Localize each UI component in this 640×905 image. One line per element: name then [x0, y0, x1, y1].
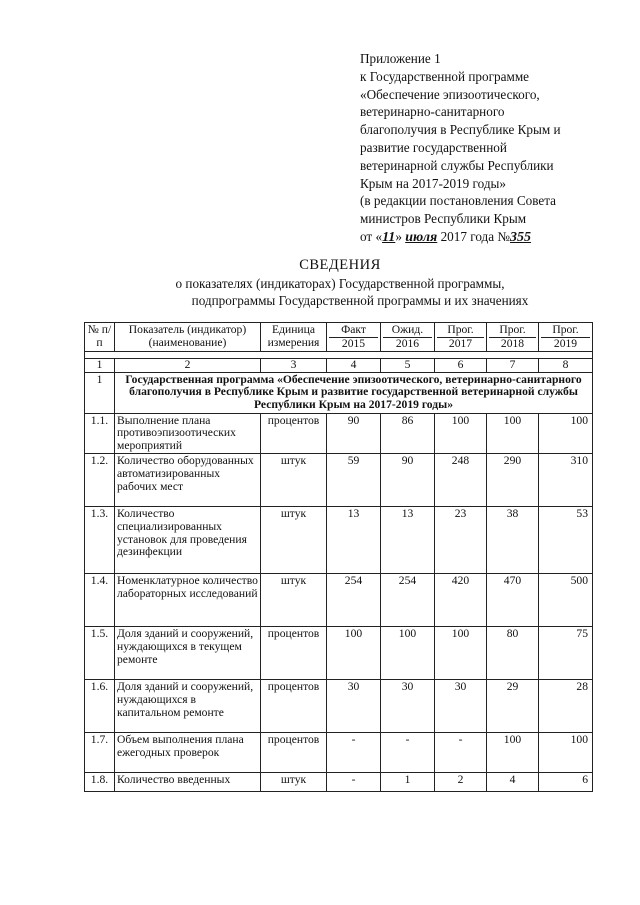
row-indicator-name: Номенклатурное количество лабораторных исследований	[115, 574, 261, 627]
header-label: Ожид.	[391, 323, 424, 336]
table-row	[85, 627, 593, 680]
spacer-row	[85, 352, 593, 359]
row-value-2018: 100	[487, 733, 539, 773]
row-value-2017: 100	[435, 627, 487, 680]
row-value-2017: 248	[435, 454, 487, 507]
row-num: 1.7.	[85, 733, 115, 773]
table-row	[85, 454, 593, 507]
row-unit: штук	[261, 507, 327, 574]
annex-block	[360, 50, 620, 247]
row-value-2017: 2	[435, 773, 487, 792]
index-cell: 3	[261, 359, 327, 373]
row-value-2015: 59	[327, 454, 381, 507]
index-cell: 1	[85, 359, 115, 373]
row-value-2017: -	[435, 733, 487, 773]
row-num: 1.2.	[85, 454, 115, 507]
row-value-2016: 1	[381, 773, 435, 792]
table-row	[85, 680, 593, 733]
row-indicator-name: Доля зданий и сооружений, нуждающихся в капитальном ремонте	[115, 680, 261, 733]
row-value-2016: 100	[381, 627, 435, 680]
header-label: Прог.	[447, 323, 474, 336]
table-row	[85, 507, 593, 574]
doc-number-handwritten: 355	[509, 229, 531, 245]
table-row	[85, 733, 593, 773]
header-year-1	[327, 323, 381, 352]
row-value-2016: 30	[381, 680, 435, 733]
annex-line: министров Республики Крым	[360, 211, 527, 227]
row-num: 1.5.	[85, 627, 115, 680]
header-year: 2019	[541, 337, 590, 351]
row-unit: штук	[261, 773, 327, 792]
row-value-2019: 28	[539, 680, 593, 733]
header-year-5	[539, 323, 593, 352]
indicators-table	[84, 322, 593, 792]
index-cell: 6	[435, 359, 487, 373]
row-value-2019: 75	[539, 627, 593, 680]
annex-date-line	[360, 228, 620, 247]
date-month-handwritten: июля	[405, 229, 438, 245]
row-num: 1.1.	[85, 413, 115, 454]
program-row	[85, 372, 593, 413]
row-unit: процентов	[261, 627, 327, 680]
row-value-2016: 13	[381, 507, 435, 574]
row-unit: процентов	[261, 680, 327, 733]
row-unit: штук	[261, 574, 327, 627]
index-cell: 8	[539, 359, 593, 373]
date-mid: »	[395, 228, 406, 244]
row-value-2016: 86	[381, 413, 435, 454]
date-year: 2017 года №	[437, 228, 510, 244]
row-value-2018: 290	[487, 454, 539, 507]
row-value-2019: 310	[539, 454, 593, 507]
row-value-2018: 100	[487, 413, 539, 454]
row-value-2016: 90	[381, 454, 435, 507]
row-indicator-name: Количество введенных	[115, 773, 261, 792]
row-value-2019: 100	[539, 733, 593, 773]
date-prefix: от «	[360, 228, 383, 244]
row-num: 1.6.	[85, 680, 115, 733]
table-row	[85, 773, 593, 792]
header-label: Прог.	[499, 323, 526, 336]
row-value-2015: 30	[327, 680, 381, 733]
doc-subtitle-2: подпрограммы Государственной программы и их значениях	[191, 293, 529, 308]
doc-subtitle-1: о показателях (индикаторах) Государственной программы,	[175, 276, 505, 291]
row-value-2017: 23	[435, 507, 487, 574]
header-label: Факт	[341, 323, 366, 336]
row-indicator-name: Количество специализированных установок для проведения дезинфекции	[115, 507, 261, 574]
annex-line: «Обеспечение эпизоотического,	[360, 86, 540, 102]
doc-title: СВЕДЕНИЯ	[299, 257, 381, 273]
row-value-2016: 254	[381, 574, 435, 627]
annex-line: Крым на 2017-2019 годы»	[360, 175, 506, 191]
row-value-2016: -	[381, 733, 435, 773]
row-value-2017: 30	[435, 680, 487, 733]
annex-line: (в редакции постановления Совета	[360, 193, 557, 209]
header-year: 2018	[489, 337, 536, 351]
row-value-2018: 4	[487, 773, 539, 792]
row-num: 1.4.	[85, 574, 115, 627]
header-year-3	[435, 323, 487, 352]
row-unit: штук	[261, 454, 327, 507]
program-title: Государственная программа «Обеспечение эпизоотического, ветеринарно-санитарного благополучия в Республике Крым и развитие государственной ветеринарной службы Республики Крым на 2017-2019 годы»	[115, 372, 593, 413]
table-header-row	[85, 323, 593, 352]
index-cell: 7	[487, 359, 539, 373]
annex-line: развитие государственной	[360, 139, 507, 155]
index-cell: 4	[327, 359, 381, 373]
annex-line: к Государственной программе	[360, 68, 530, 84]
row-value-2015: 254	[327, 574, 381, 627]
row-indicator-name: Выполнение плана противоэпизоотических мероприятий	[115, 413, 261, 454]
row-indicator-name: Доля зданий и сооружений, нуждающихся в текущем ремонте	[115, 627, 261, 680]
row-value-2015: -	[327, 773, 381, 792]
row-unit: процентов	[261, 733, 327, 773]
annex-line: благополучия в Республике Крым и	[360, 122, 561, 138]
header-year: 2016	[383, 337, 432, 351]
index-cell: 5	[381, 359, 435, 373]
row-value-2018: 470	[487, 574, 539, 627]
row-value-2018: 29	[487, 680, 539, 733]
row-value-2015: -	[327, 733, 381, 773]
header-year-4	[487, 323, 539, 352]
spacer-cell	[85, 352, 593, 359]
annex-line: ветеринарно-санитарного	[360, 104, 505, 120]
header-name: Показатель (индикатор) (наименование)	[115, 323, 261, 352]
header-year: 2017	[437, 337, 484, 351]
row-value-2019: 6	[539, 773, 593, 792]
header-unit: Единица измерения	[261, 323, 327, 352]
row-value-2018: 80	[487, 627, 539, 680]
row-value-2019: 100	[539, 413, 593, 454]
index-cell: 2	[115, 359, 261, 373]
table-row	[85, 574, 593, 627]
row-value-2019: 500	[539, 574, 593, 627]
row-value-2017: 100	[435, 413, 487, 454]
date-day-handwritten: 11	[382, 229, 396, 245]
header-num: № п/п	[85, 323, 115, 352]
annex-line: ветеринарной службы Республики	[360, 157, 554, 173]
row-unit: процентов	[261, 413, 327, 454]
row-value-2015: 100	[327, 627, 381, 680]
row-value-2018: 38	[487, 507, 539, 574]
annex-line: Приложение 1	[360, 51, 441, 66]
row-value-2015: 13	[327, 507, 381, 574]
header-year-2	[381, 323, 435, 352]
row-indicator-name: Количество оборудованных автоматизированных рабочих мест	[115, 454, 261, 507]
indicator-rows	[85, 413, 593, 792]
header-year: 2015	[329, 337, 378, 351]
row-value-2017: 420	[435, 574, 487, 627]
header-label: Прог.	[552, 323, 579, 336]
row-indicator-name: Объем выполнения плана ежегодных проверок	[115, 733, 261, 773]
row-num: 1.3.	[85, 507, 115, 574]
column-index-row	[85, 359, 593, 373]
row-num: 1.8.	[85, 773, 115, 792]
program-num: 1	[85, 372, 115, 413]
table-row	[85, 413, 593, 454]
row-value-2015: 90	[327, 413, 381, 454]
row-value-2019: 53	[539, 507, 593, 574]
